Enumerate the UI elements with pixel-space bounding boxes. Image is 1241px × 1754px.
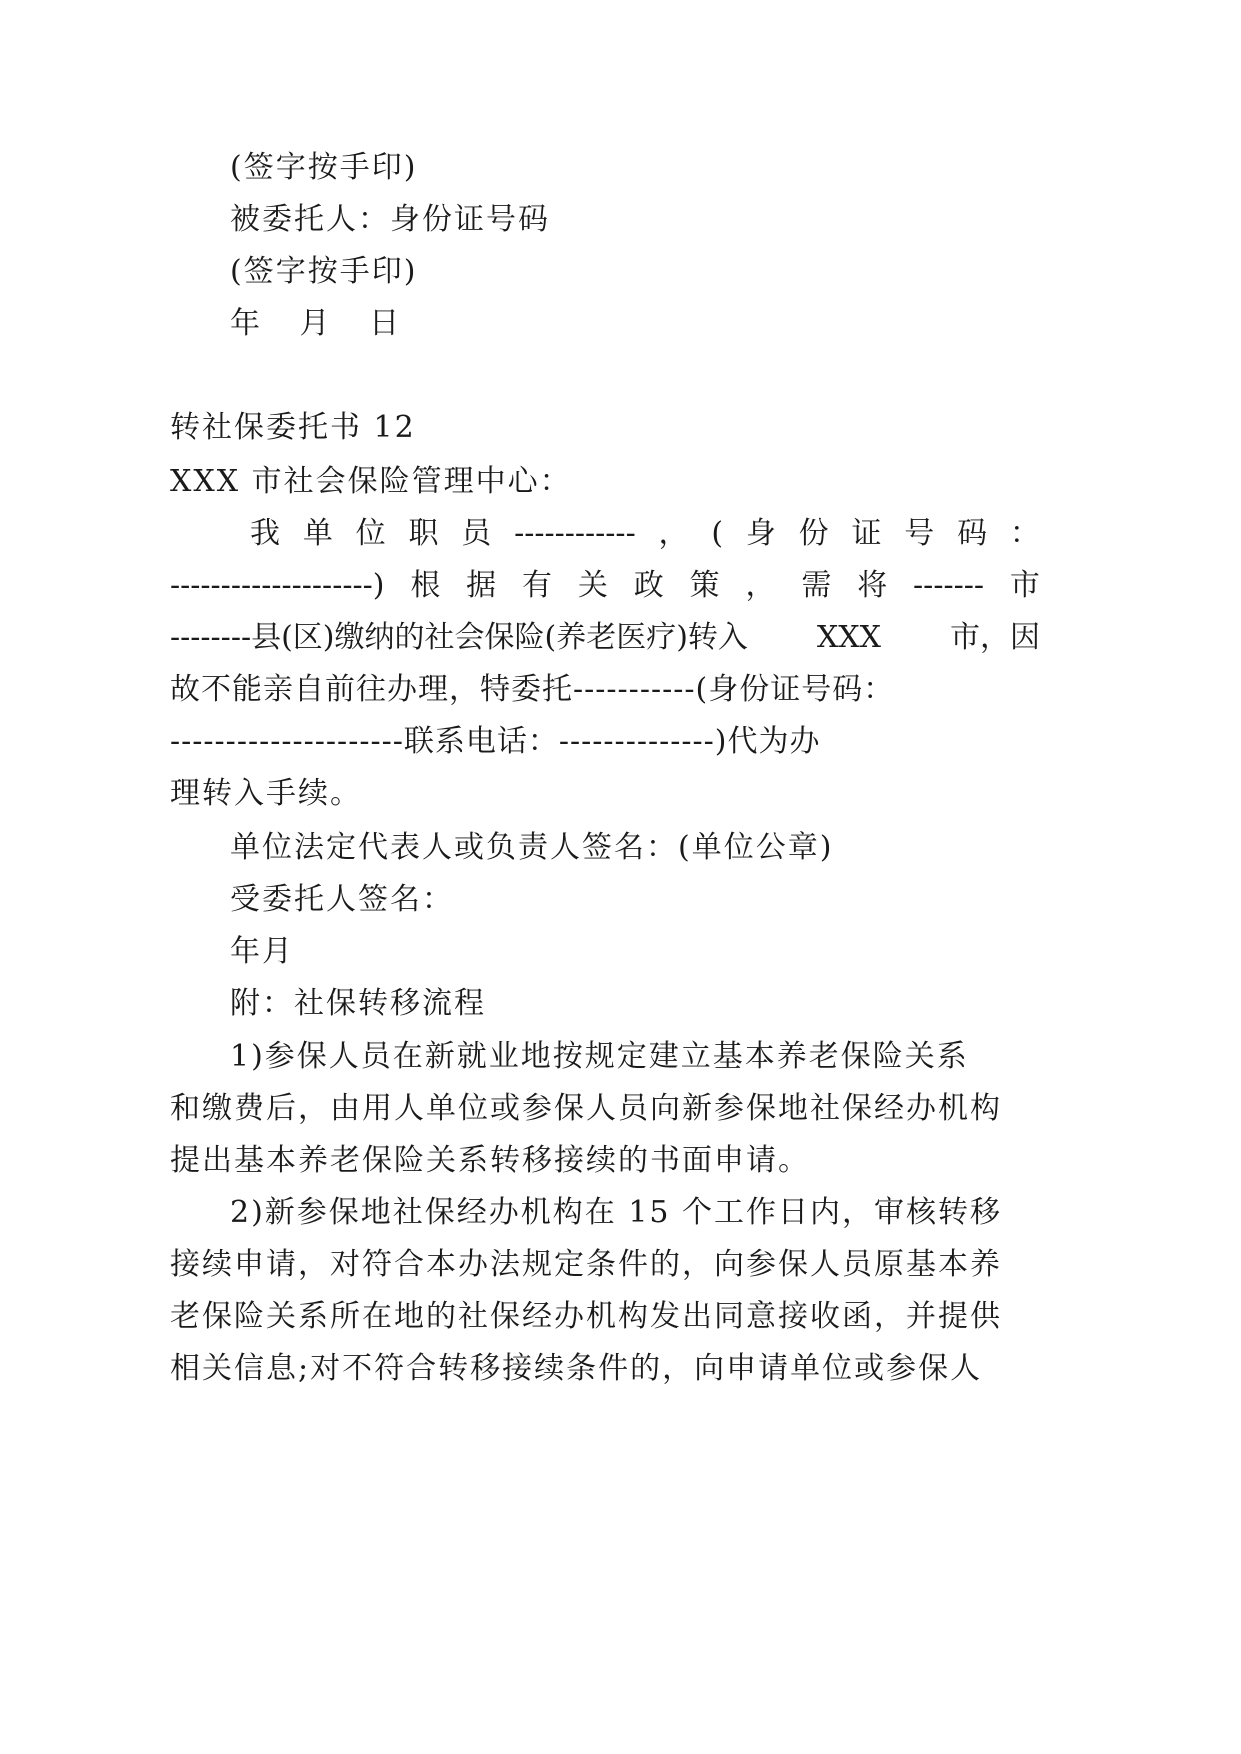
year-month-line: 年月 — [230, 934, 294, 969]
addressee: XXX 市社会保险管理中心： — [170, 464, 572, 499]
signature-note-2: (签字按手印) — [230, 254, 418, 289]
step2-line-4: 相关信息;对不符合转移接续条件的，向申请单位或参保人 — [170, 1351, 983, 1386]
step2-line-3: 老保险关系所在地的社保经办机构发出同意接收函，并提供 — [170, 1299, 1002, 1334]
step2-line-1: 2)新参保地社保经办机构在 15 个工作日内，审核转移 — [230, 1195, 1003, 1230]
body-line-2: --------------------) 根 据 有 关 政 策 ， 需 将 ------- 市 — [170, 568, 1040, 603]
trustee-id-line: 被委托人：身份证号码 — [230, 202, 550, 237]
body-line-6: 理转入手续。 — [170, 776, 362, 811]
legal-representative-signature: 单位法定代表人或负责人签名：(单位公章) — [230, 830, 834, 865]
step2-line-2: 接续申请，对符合本办法规定条件的，向参保人员原基本养 — [170, 1247, 1002, 1282]
step1-line-2: 和缴费后，由用人单位或参保人员向新参保地社保经办机构 — [170, 1091, 1002, 1126]
appendix-title: 附：社保转移流程 — [230, 986, 486, 1021]
body-line-1: 我 单 位 职 员 ------------ ， ( 身 份 证 号 码 ： — [250, 516, 1040, 551]
step1-line-3: 提出基本养老保险关系转移接续的书面申请。 — [170, 1143, 810, 1178]
step1-line-1: 1)参保人员在新就业地按规定建立基本养老保险关系 — [230, 1039, 969, 1074]
body-line-3: --------县(区)缴纳的社会保险(养老医疗)转入 XXX 市，因 — [170, 620, 1040, 655]
body-line-4: 故不能亲自前往办理，特委托-----------(身份证号码： — [170, 672, 895, 707]
signature-note-1: (签字按手印) — [230, 150, 418, 185]
date-line: 年 月 日 — [230, 306, 408, 341]
agent-signature: 受委托人签名： — [230, 882, 454, 917]
body-line-5: ---------------------联系电话：--------------)代为办 — [170, 724, 821, 759]
section-title: 转社保委托书 12 — [170, 410, 416, 445]
